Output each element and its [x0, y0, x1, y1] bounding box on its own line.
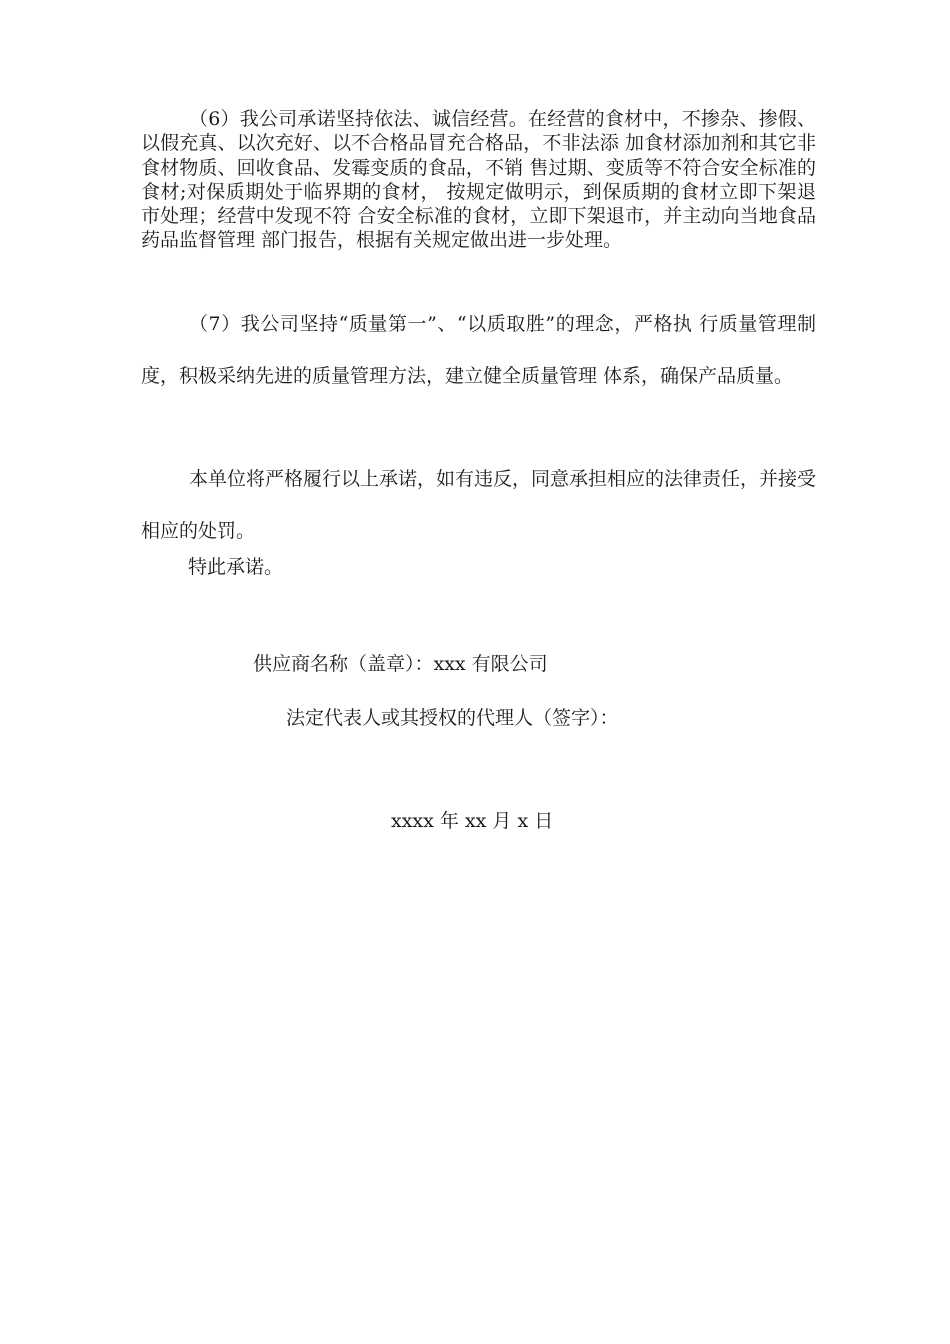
commitment-statement: 本单位将严格履行以上承诺，如有违反，同意承担相应的法律责任，并接受相应的处罚。	[141, 468, 817, 542]
supplier-name-line: 供应商名称（盖章）：xxx 有限公司	[253, 653, 548, 675]
commitment-item-7: （7）我公司坚持“质量第一”、“以质取胜”的理念，严格执 行质量管理制度，积极采纳先进的质量管理方法，建立健全质量管理 体系，确保产品质量。	[141, 313, 816, 387]
date-line: xxxx 年 xx 月 x 日	[391, 810, 554, 832]
commitment-item-6: （6）我公司承诺坚持依法、诚信经营。在经营的食材中，不掺杂、掺假、以假充真、以次充好、以不合格品冒充合格品，不非法添 加食材添加剂和其它非食材物质、回收食品、发霉变质的食品，不销 售过期、变质等不符合安全标准的食材;对保质期处于临界期的食材， 按规定做明示，到保质期的食材立即下架退市处理；经营中发现不符 合安全标准的食材，立即下架退市，并主动向当地食品药品监督管理 部门报告，根据有关规定做出进一步处理。	[141, 108, 816, 252]
hereby-commit-text: 特此承诺。	[188, 556, 284, 578]
representative-signature-line: 法定代表人或其授权的代理人（签字）：	[286, 707, 619, 729]
